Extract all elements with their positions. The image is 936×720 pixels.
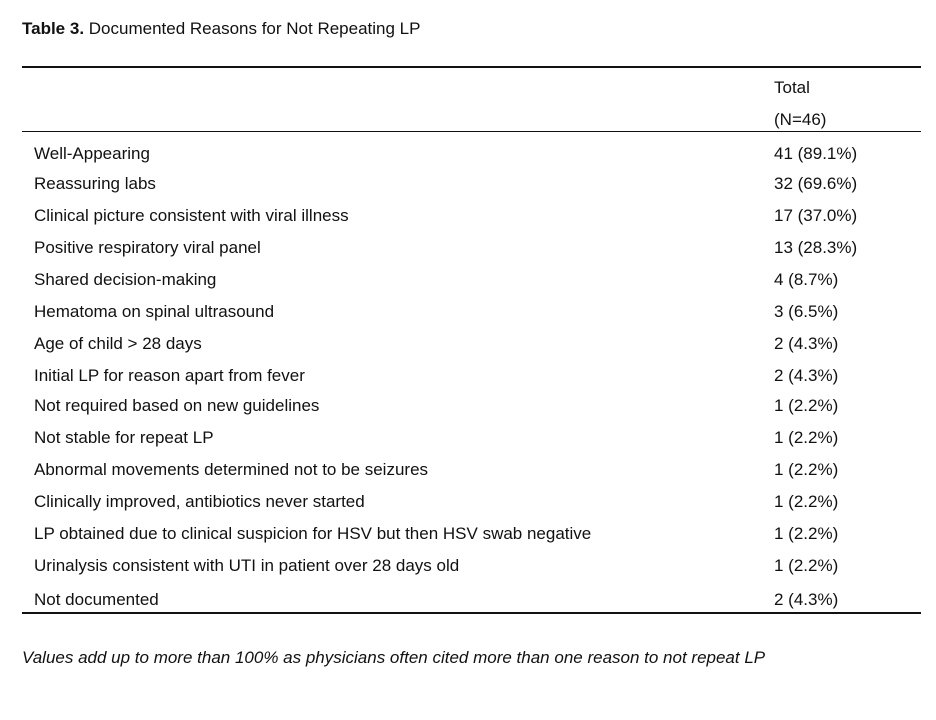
- table-row-reason: Reassuring labs: [34, 174, 156, 193]
- table-row-reason: Not documented: [34, 590, 159, 609]
- table-row-reason: Well-Appearing: [34, 144, 150, 163]
- table-row-value: 13 (28.3%): [774, 238, 858, 257]
- table-caption-label: Table 3.: [22, 19, 85, 38]
- table-row-value: 32 (69.6%): [774, 174, 858, 193]
- table-row-value: 2 (4.3%): [774, 590, 839, 609]
- table-row-value: 1 (2.2%): [774, 428, 839, 447]
- table-row-reason: Abnormal movements determined not to be seizures: [34, 460, 429, 479]
- column-header-n: (N=46): [774, 110, 827, 129]
- table-row-value: 41 (89.1%): [774, 144, 858, 163]
- table-row-reason: Not stable for repeat LP: [34, 428, 214, 447]
- table-row-reason: Shared decision-making: [34, 270, 217, 289]
- table-footnote: Values add up to more than 100% as physicians often cited more than one reason to not repeat LP: [22, 648, 766, 667]
- table-row-reason: Age of child > 28 days: [34, 334, 202, 353]
- column-header-total: Total: [774, 78, 810, 97]
- table-row-value: 3 (6.5%): [774, 302, 839, 321]
- table-row-reason: LP obtained due to clinical suspicion for HSV but then HSV swab negative: [34, 524, 592, 543]
- table-row-reason: Hematoma on spinal ultrasound: [34, 302, 275, 321]
- table-row-reason: Positive respiratory viral panel: [34, 238, 261, 257]
- table-row-value: 2 (4.3%): [774, 334, 839, 353]
- table-row-reason: Clinical picture consistent with viral illness: [34, 206, 349, 225]
- table-row-reason: Urinalysis consistent with UTI in patient over 28 days old: [34, 556, 460, 575]
- table-row-value: 1 (2.2%): [774, 396, 839, 415]
- table-row-reason: Initial LP for reason apart from fever: [34, 366, 305, 385]
- table-row-value: 2 (4.3%): [774, 366, 839, 385]
- table-row-value: 17 (37.0%): [774, 206, 858, 225]
- table-caption-title: Documented Reasons for Not Repeating LP: [88, 19, 421, 38]
- table-row-value: 1 (2.2%): [774, 556, 839, 575]
- table-row-value: 1 (2.2%): [774, 460, 839, 479]
- table-row-value: 4 (8.7%): [774, 270, 839, 289]
- table-row-value: 1 (2.2%): [774, 524, 839, 543]
- table-row-reason: Clinically improved, antibiotics never started: [34, 492, 365, 511]
- table-row-value: 1 (2.2%): [774, 492, 839, 511]
- table-row-reason: Not required based on new guidelines: [34, 396, 320, 415]
- table-bottom-rule: [22, 612, 921, 614]
